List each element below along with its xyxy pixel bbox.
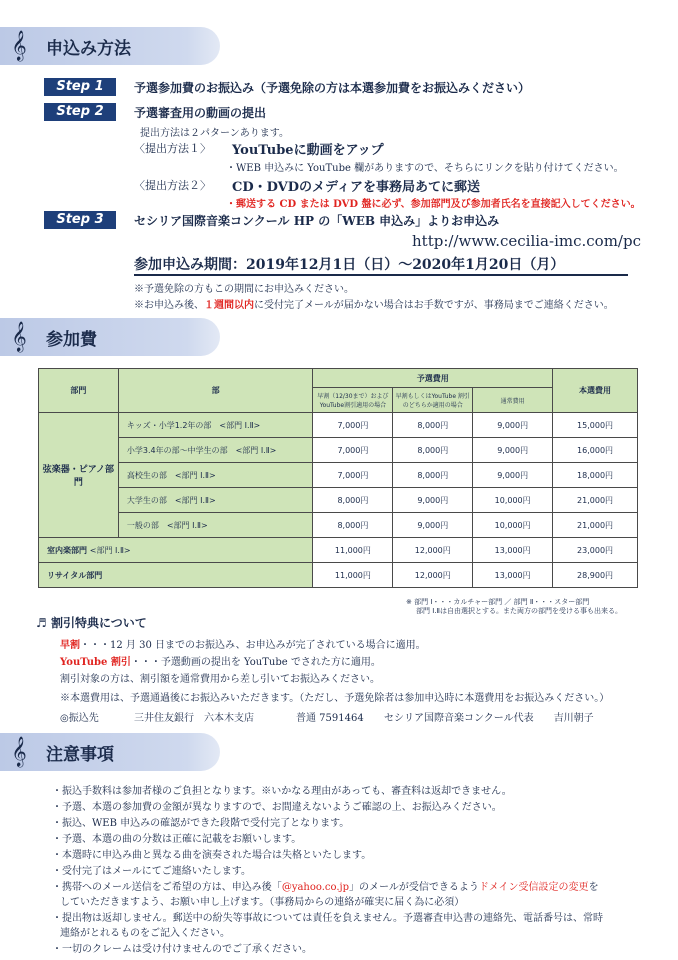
cell-normal: 13,000円: [473, 538, 553, 563]
cell-early: 8,000円: [313, 488, 393, 513]
notice-8: ・提出物は返却しません。郵送中の紛失等事故については責任を負えません。予選審査申込書の連絡先、電話番号は、常時: [52, 913, 603, 924]
row-name-recital: リサイタル部門: [39, 563, 313, 588]
section-title: 注意事項: [46, 744, 114, 765]
table-footnote-2: 部門 Ⅰ.Ⅱは自由選択とする。また両方の部門を受ける事も出来る。: [416, 607, 622, 615]
notice-1: ・振込手数料は参加者様のご負担となります。※いかなる理由があっても、審査料は返却できません。: [52, 786, 512, 797]
period-underline: [134, 274, 628, 276]
section-title: 参加費: [46, 329, 97, 350]
cell-early: 7,000円: [313, 463, 393, 488]
website-url[interactable]: http://www.cecilia-imc.com/pc: [412, 232, 641, 250]
row-name: キッズ・小学1.2年の部 <部門 Ⅰ.Ⅱ>: [118, 413, 313, 438]
row-name: 小学3.4年の部～中学生の部 <部門 Ⅰ.Ⅱ>: [118, 438, 313, 463]
method-1-label: 〈提出方法１〉: [134, 142, 211, 155]
method-2-text: CD・DVDのメディアを事務局あてに郵送: [232, 180, 480, 195]
notice-6: ・受付完了はメールにてご連絡いたします。: [52, 866, 251, 877]
step-2-sub: 提出方法は２パターンあります。: [140, 128, 289, 139]
cell-either: 12,000円: [393, 538, 473, 563]
cell-final: 23,000円: [553, 538, 638, 563]
row-name-chamber: 室内楽部門 <部門 Ⅰ.Ⅱ>: [39, 538, 313, 563]
method-2-note: ・郵送する CD または DVD 盤に必ず、参加部門及び参加者氏名を直接記入してください。: [226, 199, 641, 210]
header-dept: 部門: [39, 369, 119, 413]
notice-5: ・本選時に申込み曲と異なる曲を演奏された場合は失格といたします。: [52, 850, 372, 861]
header-either: 早割もしくはYouTube 割引のどちらか適用の場合: [393, 388, 473, 413]
method-1-text: YouTubeに動画をアップ: [232, 143, 384, 158]
table-header-row: [39, 369, 638, 388]
table-row: [39, 563, 638, 588]
table-row: [39, 413, 638, 438]
bank-name: 三井住友銀行 六本木支店: [134, 713, 254, 724]
group-label: 弦楽器・ピアノ部門: [39, 413, 119, 538]
music-note-icon: ♬: [36, 616, 51, 630]
cell-early: 7,000円: [313, 438, 393, 463]
row-name: 高校生の部 <部門 Ⅰ.Ⅱ>: [118, 463, 313, 488]
treble-clef-icon: 𝄞: [11, 736, 27, 767]
fee-table: [38, 368, 638, 588]
header-early: 早割（12/30まで）および YouTube割引適用の場合: [313, 388, 393, 413]
cell-early: 7,000円: [313, 413, 393, 438]
cell-either: 8,000円: [393, 463, 473, 488]
bank-account: 普通 7591464: [296, 713, 364, 724]
cell-normal: 9,000円: [473, 413, 553, 438]
cell-final: 21,000円: [553, 488, 638, 513]
period-note-1: ※予選免除の方もこの期間にお申込みください。: [134, 284, 354, 295]
table-row: [39, 513, 638, 538]
period-note-2: ※お申込み後、１週間以内に受付完了メールが届かない場合はお手数ですが、事務局までご連絡ください。: [134, 300, 614, 311]
cell-early: 11,000円: [313, 538, 393, 563]
notice-9: ・一切のクレームは受け付けませんのでご了承ください。: [52, 944, 312, 955]
cell-either: 12,000円: [393, 563, 473, 588]
cell-final: 18,000円: [553, 463, 638, 488]
notice-2: ・予選、本選の参加費の金額が異なりますので、お間違えないようご確認の上、お振込みください。: [52, 802, 502, 813]
notice-4: ・予選、本選の曲の分数は正確に記載をお願いします。: [52, 834, 302, 845]
step-3-text: セシリア国際音楽コンクール HP の「WEB 申込み」よりお申込み: [134, 214, 500, 228]
section-title: 申込み方法: [46, 38, 131, 59]
cell-final: 28,900円: [553, 563, 638, 588]
bank-holder: セシリア国際音楽コンクール代表 吉川朝子: [384, 713, 594, 724]
discount-note: 割引対象の方は、割引額を通常費用から差し引いてお振込みください。: [60, 674, 380, 685]
header-normal: 通常費用: [473, 388, 553, 413]
header-final: 本選費用: [553, 369, 638, 413]
final-fee-note: ※本選費用は、予選通過後にお振込みいただきます。（ただし、予選免除者は参加申込時に本選費用をお振込みください。）: [60, 693, 610, 704]
cell-early: 8,000円: [313, 513, 393, 538]
cell-final: 21,000円: [553, 513, 638, 538]
notice-8-cont: 連絡がとれるものをご記入ください。: [60, 928, 230, 939]
treble-clef-icon: 𝄞: [11, 321, 27, 352]
cell-either: 9,000円: [393, 488, 473, 513]
cell-either: 9,000円: [393, 513, 473, 538]
application-period: 参加申込み期間：2019年12月1日（日）～2020年1月20日（月）: [134, 257, 565, 273]
step-2-badge: Step 2: [44, 103, 116, 121]
cell-early: 11,000円: [313, 563, 393, 588]
notice-3: ・振込、WEB 申込みの確認ができた段階で受付完了となります。: [52, 818, 350, 829]
section-header-apply: [0, 27, 220, 65]
discount-title-row: ♬ 割引特典について: [36, 616, 147, 630]
method-1-note: ・WEB 申込みに YouTube 欄がありますので、そちらにリンクを貼り付けてください。: [226, 163, 624, 174]
header-prelim: 予選費用: [313, 369, 553, 388]
notice-7-cont: していただきますよう、お願い申し上げます。（事務局からの連絡が確実に届く為に必須）: [60, 897, 465, 908]
cell-either: 8,000円: [393, 438, 473, 463]
table-row: [39, 438, 638, 463]
row-name: 大学生の部 <部門 Ⅰ.Ⅱ>: [118, 488, 313, 513]
method-2-label: 〈提出方法２〉: [134, 179, 211, 192]
table-row: [39, 463, 638, 488]
table-footnote-1: ※ 部門 Ⅰ・・・カルチャー部門 ／ 部門 Ⅱ・・・スター部門: [406, 598, 590, 606]
step-3-badge: Step 3: [44, 211, 116, 229]
section-header-fee: [0, 318, 220, 356]
step-1-text: 予選参加費のお振込み（予選免除の方は本選参加費をお振込みください）: [134, 81, 531, 95]
step-1-badge: Step 1: [44, 78, 116, 96]
treble-clef-icon: 𝄞: [11, 30, 27, 61]
table-row: [39, 488, 638, 513]
cell-either: 8,000円: [393, 413, 473, 438]
notice-7: ・携帯へのメール送信をご希望の方は、申込み後「@yahoo.co.jp」のメールが受信できるようドメイン受信設定の変更を: [52, 882, 599, 893]
cell-final: 16,000円: [553, 438, 638, 463]
cell-final: 15,000円: [553, 413, 638, 438]
cell-normal: 9,000円: [473, 463, 553, 488]
cell-normal: 9,000円: [473, 438, 553, 463]
cell-normal: 13,000円: [473, 563, 553, 588]
step-2-text: 予選審査用の動画の提出: [134, 106, 267, 120]
discount-early: 早割・・・12 月 30 日までのお振込み、お申込みが完了されている場合に適用。: [60, 640, 426, 651]
bank-label: ◎振込先: [60, 713, 99, 724]
cell-normal: 10,000円: [473, 513, 553, 538]
cell-normal: 10,000円: [473, 488, 553, 513]
discount-youtube: YouTube 割引・・・予選動画の提出を YouTube でされた方に適用。: [60, 657, 381, 668]
section-header-notice: [0, 733, 220, 771]
header-section: 部: [118, 369, 313, 413]
row-name: 一般の部 <部門 Ⅰ.Ⅱ>: [118, 513, 313, 538]
table-row: [39, 538, 638, 563]
